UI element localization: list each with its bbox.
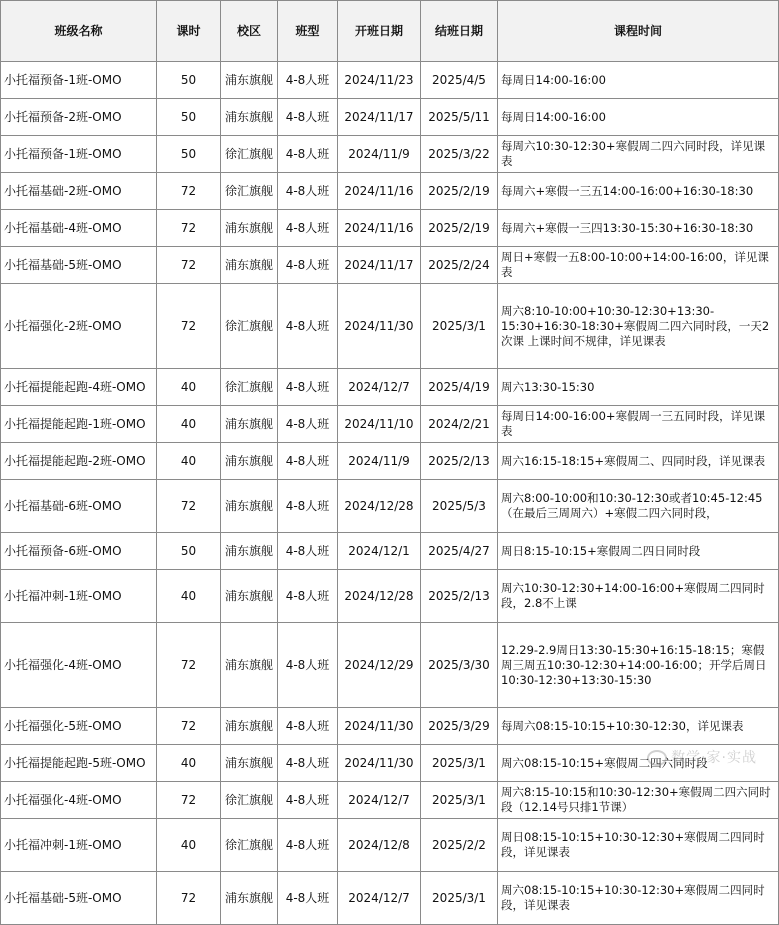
table-row: [1, 623, 779, 708]
cell-start-date: 2024/12/28: [338, 480, 421, 533]
cell-schedule: 每周六08:15-10:15+10:30-12:30，详见课表: [498, 708, 779, 745]
cell-end-date: 2025/2/24: [421, 247, 498, 284]
cell-end-date: 2025/2/13: [421, 443, 498, 480]
cell-class-name: 小托福基础-5班-OMO: [1, 247, 157, 284]
header-campus: 校区: [221, 1, 278, 62]
table-row: [1, 99, 779, 136]
cell-class-type: 4-8人班: [278, 136, 338, 173]
cell-campus: 徐汇旗舰: [221, 284, 278, 369]
cell-campus: 浦东旗舰: [221, 443, 278, 480]
cell-schedule: 周六08:15-10:15+寒假周二四六同时段: [498, 745, 779, 782]
cell-class-type: 4-8人班: [278, 570, 338, 623]
cell-end-date: 2025/5/11: [421, 99, 498, 136]
cell-start-date: 2024/11/16: [338, 173, 421, 210]
cell-start-date: 2024/12/28: [338, 570, 421, 623]
cell-class-type: 4-8人班: [278, 745, 338, 782]
cell-class-name: 小托福预备-6班-OMO: [1, 533, 157, 570]
cell-hours: 72: [157, 284, 221, 369]
cell-campus: 浦东旗舰: [221, 708, 278, 745]
cell-start-date: 2024/12/7: [338, 369, 421, 406]
cell-hours: 72: [157, 247, 221, 284]
cell-schedule: 周日+寒假一五8:00-10:00+14:00-16:00，详见课表: [498, 247, 779, 284]
cell-end-date: 2025/2/19: [421, 173, 498, 210]
cell-schedule: 每周日14:00-16:00+寒假周一三五同时段，详见课表: [498, 406, 779, 443]
cell-campus: 浦东旗舰: [221, 872, 278, 925]
cell-hours: 40: [157, 745, 221, 782]
cell-class-name: 小托福基础-2班-OMO: [1, 173, 157, 210]
cell-class-type: 4-8人班: [278, 369, 338, 406]
cell-class-type: 4-8人班: [278, 480, 338, 533]
cell-hours: 50: [157, 99, 221, 136]
cell-end-date: 2025/2/19: [421, 210, 498, 247]
cell-campus: 浦东旗舰: [221, 247, 278, 284]
cell-end-date: 2025/4/19: [421, 369, 498, 406]
table-row: [1, 406, 779, 443]
cell-schedule: 每周日14:00-16:00: [498, 99, 779, 136]
cell-hours: 50: [157, 533, 221, 570]
cell-class-type: 4-8人班: [278, 819, 338, 872]
cell-campus: 浦东旗舰: [221, 623, 278, 708]
cell-end-date: 2025/4/27: [421, 533, 498, 570]
cell-schedule: 周六16:15-18:15+寒假周二、四同时段，详见课表: [498, 443, 779, 480]
cell-campus: 徐汇旗舰: [221, 136, 278, 173]
cell-campus: 浦东旗舰: [221, 533, 278, 570]
cell-schedule: 12.29-2.9周日13:30-15:30+16:15-18:15；寒假周三周五10:30-12:30+14:00-16:00；开学后周日10:30-12:30+13:30-15:30: [498, 623, 779, 708]
cell-class-name: 小托福冲刺-1班-OMO: [1, 570, 157, 623]
cell-schedule: 周六10:30-12:30+14:00-16:00+寒假周二四同时段，2.8不上课: [498, 570, 779, 623]
cell-end-date: 2025/2/2: [421, 819, 498, 872]
cell-schedule: 每周六10:30-12:30+寒假周二四六同时段，详见课表: [498, 136, 779, 173]
cell-hours: 72: [157, 480, 221, 533]
cell-campus: 徐汇旗舰: [221, 369, 278, 406]
cell-class-name: 小托福提能起跑-1班-OMO: [1, 406, 157, 443]
cell-class-type: 4-8人班: [278, 284, 338, 369]
cell-schedule: 周六8:15-10:15和10:30-12:30+寒假周二四六同时段（12.14号只排1节课）: [498, 782, 779, 819]
cell-class-type: 4-8人班: [278, 62, 338, 99]
cell-class-type: 4-8人班: [278, 406, 338, 443]
cell-start-date: 2024/12/29: [338, 623, 421, 708]
header-class-name: 班级名称: [1, 1, 157, 62]
cell-campus: 浦东旗舰: [221, 99, 278, 136]
cell-schedule: 周六8:00-10:00和10:30-12:30或者10:45-12:45（在最后三周周六）+寒假二四六同时段，: [498, 480, 779, 533]
header-end-date: 结班日期: [421, 1, 498, 62]
table-row: [1, 136, 779, 173]
cell-campus: 浦东旗舰: [221, 406, 278, 443]
cell-start-date: 2024/12/7: [338, 782, 421, 819]
cell-class-name: 小托福提能起跑-4班-OMO: [1, 369, 157, 406]
cell-campus: 浦东旗舰: [221, 480, 278, 533]
cell-start-date: 2024/11/17: [338, 99, 421, 136]
cell-schedule: 每周六+寒假一三五14:00-16:00+16:30-18:30: [498, 173, 779, 210]
cell-end-date: 2025/3/1: [421, 782, 498, 819]
cell-start-date: 2024/12/7: [338, 872, 421, 925]
cell-hours: 72: [157, 623, 221, 708]
cell-class-type: 4-8人班: [278, 99, 338, 136]
table-row: [1, 819, 779, 872]
cell-class-name: 小托福强化-5班-OMO: [1, 708, 157, 745]
cell-schedule: 周日08:15-10:15+10:30-12:30+寒假周二四同时段，详见课表: [498, 819, 779, 872]
cell-hours: 72: [157, 210, 221, 247]
cell-end-date: 2025/3/1: [421, 284, 498, 369]
table-row: [1, 782, 779, 819]
cell-class-type: 4-8人班: [278, 443, 338, 480]
cell-end-date: 2025/3/22: [421, 136, 498, 173]
cell-class-type: 4-8人班: [278, 623, 338, 708]
cell-class-name: 小托福基础-4班-OMO: [1, 210, 157, 247]
cell-campus: 徐汇旗舰: [221, 173, 278, 210]
table-row: [1, 480, 779, 533]
table-row: [1, 443, 779, 480]
cell-class-type: 4-8人班: [278, 173, 338, 210]
table-row: [1, 284, 779, 369]
cell-campus: 浦东旗舰: [221, 570, 278, 623]
cell-class-name: 小托福提能起跑-5班-OMO: [1, 745, 157, 782]
table-header: [1, 1, 779, 62]
cell-start-date: 2024/11/30: [338, 708, 421, 745]
header-schedule: 课程时间: [498, 1, 779, 62]
cell-class-name: 小托福基础-6班-OMO: [1, 480, 157, 533]
cell-class-name: 小托福基础-5班-OMO: [1, 872, 157, 925]
table-row: [1, 872, 779, 925]
table-row: [1, 62, 779, 99]
cell-start-date: 2024/11/9: [338, 136, 421, 173]
cell-hours: 40: [157, 369, 221, 406]
cell-class-type: 4-8人班: [278, 872, 338, 925]
cell-end-date: 2025/3/1: [421, 745, 498, 782]
cell-end-date: 2025/4/5: [421, 62, 498, 99]
table-row: [1, 708, 779, 745]
cell-class-name: 小托福冲刺-1班-OMO: [1, 819, 157, 872]
cell-end-date: 2025/2/13: [421, 570, 498, 623]
cell-hours: 50: [157, 62, 221, 99]
cell-class-name: 小托福预备-1班-OMO: [1, 136, 157, 173]
cell-start-date: 2024/12/8: [338, 819, 421, 872]
cell-start-date: 2024/12/1: [338, 533, 421, 570]
cell-hours: 40: [157, 819, 221, 872]
cell-class-name: 小托福预备-1班-OMO: [1, 62, 157, 99]
cell-end-date: 2025/3/29: [421, 708, 498, 745]
cell-schedule: 周六8:10-10:00+10:30-12:30+13:30-15:30+16:30-18:30+寒假周二四六同时段，一天2次课 上课时间不规律，详见课表: [498, 284, 779, 369]
header-start-date: 开班日期: [338, 1, 421, 62]
cell-class-type: 4-8人班: [278, 782, 338, 819]
cell-schedule: 周六08:15-10:15+10:30-12:30+寒假周二四同时段，详见课表: [498, 872, 779, 925]
cell-hours: 50: [157, 136, 221, 173]
cell-class-type: 4-8人班: [278, 247, 338, 284]
cell-start-date: 2024/11/16: [338, 210, 421, 247]
cell-end-date: 2025/5/3: [421, 480, 498, 533]
table-row: [1, 570, 779, 623]
cell-class-type: 4-8人班: [278, 533, 338, 570]
cell-class-name: 小托福强化-2班-OMO: [1, 284, 157, 369]
cell-start-date: 2024/11/30: [338, 745, 421, 782]
header-row: [1, 1, 779, 62]
watermark-text: 数学·家·实战: [671, 750, 757, 766]
cell-campus: 浦东旗舰: [221, 210, 278, 247]
cell-hours: 72: [157, 708, 221, 745]
cell-schedule: 每周日14:00-16:00: [498, 62, 779, 99]
cell-start-date: 2024/11/30: [338, 284, 421, 369]
cell-campus: 徐汇旗舰: [221, 819, 278, 872]
cell-start-date: 2024/11/23: [338, 62, 421, 99]
cell-start-date: 2024/11/10: [338, 406, 421, 443]
cell-hours: 72: [157, 872, 221, 925]
cell-end-date: 2025/3/1: [421, 872, 498, 925]
cell-class-name: 小托福预备-2班-OMO: [1, 99, 157, 136]
cell-campus: 浦东旗舰: [221, 745, 278, 782]
header-class-type: 班型: [278, 1, 338, 62]
cell-start-date: 2024/11/17: [338, 247, 421, 284]
cell-hours: 72: [157, 173, 221, 210]
cell-class-name: 小托福强化-4班-OMO: [1, 623, 157, 708]
cell-schedule: 每周六+寒假一三四13:30-15:30+16:30-18:30: [498, 210, 779, 247]
table-body: [1, 62, 779, 925]
cell-class-name: 小托福提能起跑-2班-OMO: [1, 443, 157, 480]
cell-end-date: 2025/3/30: [421, 623, 498, 708]
table-row: [1, 369, 779, 406]
cell-class-type: 4-8人班: [278, 210, 338, 247]
cell-hours: 40: [157, 406, 221, 443]
table-row: [1, 533, 779, 570]
table-row: [1, 745, 779, 782]
cell-campus: 徐汇旗舰: [221, 782, 278, 819]
cell-class-name: 小托福强化-4班-OMO: [1, 782, 157, 819]
cell-schedule: 周六13:30-15:30: [498, 369, 779, 406]
header-hours: 课时: [157, 1, 221, 62]
cell-hours: 72: [157, 782, 221, 819]
cell-class-type: 4-8人班: [278, 708, 338, 745]
cell-campus: 浦东旗舰: [221, 62, 278, 99]
cell-schedule: 周日8:15-10:15+寒假周二四日同时段: [498, 533, 779, 570]
cell-start-date: 2024/11/9: [338, 443, 421, 480]
cell-end-date: 2024/2/21: [421, 406, 498, 443]
cell-hours: 40: [157, 443, 221, 480]
table-row: [1, 247, 779, 284]
table-row: [1, 210, 779, 247]
table-row: [1, 173, 779, 210]
cell-hours: 40: [157, 570, 221, 623]
